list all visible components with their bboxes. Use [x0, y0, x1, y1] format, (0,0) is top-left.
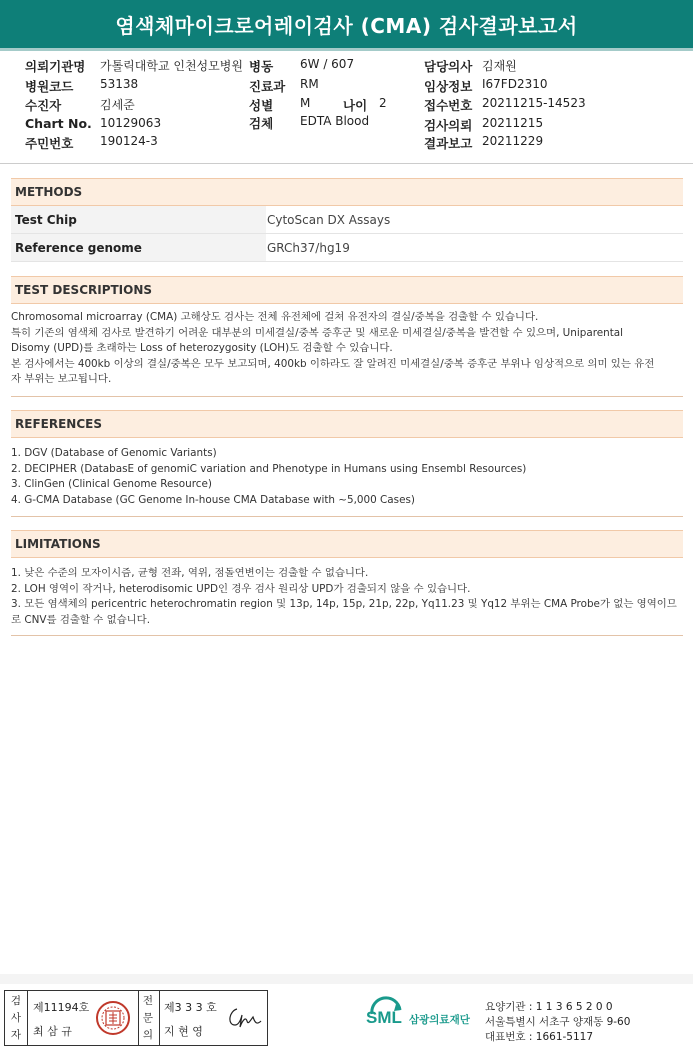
collector-value: 김세준 [100, 98, 135, 112]
limitation-item: 2. LOH 영역이 작거나, heterodisomic UPD인 경우 검사 원리상 UPD가 검출되지 않을 수 있습니다. [11, 582, 471, 595]
clinical-info-label: 임상정보 [424, 79, 473, 94]
reference-item: 4. G-CMA Database (GC Genome In-house CMA Database with ~5,000 Cases) [11, 493, 415, 506]
patient-info [0, 51, 693, 163]
sex-value: M [300, 96, 311, 110]
descriptions-heading: TEST DESCRIPTIONS [11, 276, 683, 304]
references-heading: REFERENCES [11, 410, 683, 438]
limitation-item: 로 CNV를 검출할 수 없습니다. [11, 613, 151, 626]
descriptions-text [11, 310, 683, 388]
org-phone: 대표번호 : 1661-5117 [485, 1031, 594, 1043]
age-value: 2 [379, 96, 387, 110]
institution-label: 의뢰기관명 [25, 59, 86, 74]
specialist-license: 제3 3 3 호 [164, 1001, 217, 1014]
collector-label: 수진자 [25, 98, 62, 113]
description-line: 본 검사에서는 400kb 이상의 결실/중복은 모두 보고되며, 400kb 이하라도 잘 알려진 미세결실/중복 증후군 부위나 임상적으로 의미 있는 유전 [11, 357, 655, 370]
methods-value: GRCh37/hg19 [267, 240, 350, 255]
specialist-name: 지 현 영 [164, 1025, 203, 1038]
age-label: 나이 [343, 98, 368, 113]
limitations-heading: LIMITATIONS [11, 530, 683, 558]
references-divider [11, 516, 683, 517]
dept-value: RM [300, 77, 319, 91]
examiner-license: 제11194호 [33, 1001, 90, 1014]
specimen-value: EDTA Blood [300, 114, 370, 128]
limitations-list [11, 566, 683, 628]
examiner-seal-icon [95, 1000, 131, 1036]
references-list [11, 446, 683, 508]
doctor-value: 김재원 [482, 59, 517, 73]
request-date-value: 20211215 [482, 116, 544, 130]
ward-value: 6W / 607 [300, 57, 355, 71]
reference-item: 3. ClinGen (Clinical Genome Resource) [11, 478, 212, 490]
org-code: 요양기관 : 1 1 3 6 5 2 0 0 [485, 1001, 613, 1013]
org-name: 삼광의료재단 [409, 1014, 470, 1026]
reference-item: 1. DGV (Database of Genomic Variants) [11, 447, 217, 459]
receipt-no-label: 접수번호 [424, 98, 473, 113]
org-address: 서울특별시 서초구 양재동 9-60 [485, 1016, 631, 1028]
examiner-label: 검 사 자 [10, 994, 22, 1041]
descriptions-divider [11, 396, 683, 397]
receipt-no-value: 20211215-14523 [482, 96, 586, 110]
methods-heading: METHODS [11, 178, 683, 206]
description-line: Disomy (UPD)를 초래하는 Loss of heterozygosity (LOH)도 검출할 수 있습니다. [11, 342, 393, 354]
doctor-label: 담당의사 [424, 59, 473, 74]
report-date-label: 결과보고 [424, 136, 473, 151]
methods-key: Reference genome [11, 234, 266, 261]
limitation-item: 3. 모든 염색체의 pericentric heterochromatin region 및 13p, 14p, 15p, 21p, 22p, Yq11.23 및 Yq12 부위는 CMA Probe가 없는 영역이므 [11, 598, 677, 610]
clinical-info-value: I67FD2310 [482, 77, 548, 91]
chart-no-value: 10129063 [100, 116, 162, 130]
signature-box [4, 990, 268, 1046]
sml-logo-text: SML [366, 1008, 402, 1027]
report-footer [0, 984, 693, 1055]
description-line: 특히 기존의 염색체 검사로 발견하기 어려운 대부분의 미세결실/중복 증후군 및 새로운 미세결실/중복을 발견할 수 있으며, Uniparental [11, 326, 624, 339]
limitation-item: 1. 낮은 수준의 모자이시즘, 균형 전좌, 역위, 점돌연변이는 검출할 수 없습니다. [11, 567, 369, 579]
signature-icon [225, 1003, 265, 1033]
methods-row-reference-genome [11, 234, 683, 262]
chart-no-label: Chart No. [25, 116, 92, 131]
institution-value: 가톨릭대학교 인천성모병원 [100, 59, 243, 73]
hospital-code-value: 53138 [100, 77, 139, 91]
specimen-label: 검체 [249, 116, 274, 131]
resident-no-value: 190124-3 [100, 134, 158, 148]
dept-label: 진료과 [249, 79, 286, 94]
description-line: 자 부위는 보고됩니다. [11, 373, 112, 385]
report-date-value: 20211229 [482, 134, 544, 148]
report-title: 염색체마이크로어레이검사 (CMA) 검사결과보고서 [0, 0, 693, 48]
methods-key: Test Chip [11, 206, 266, 233]
sex-label: 성별 [249, 98, 274, 113]
description-line: Chromosomal microarray (CMA) 고해상도 검사는 전체 유전체에 걸쳐 유전자의 결실/중복을 검출할 수 있습니다. [11, 311, 539, 323]
request-date-label: 검사의뢰 [424, 118, 473, 133]
limitations-divider [11, 635, 683, 636]
resident-no-label: 주민번호 [25, 136, 74, 151]
methods-value: CytoScan DX Assays [267, 212, 391, 227]
reference-item: 2. DECIPHER (DatabasE of genomiC variation and Phenotype in Humans using Ensembl Resources) [11, 462, 527, 475]
sml-logo [366, 996, 476, 1040]
examiner-name: 최 삼 규 [33, 1025, 72, 1038]
report-body [0, 164, 693, 974]
ward-label: 병동 [249, 59, 274, 74]
hospital-code-label: 병원코드 [25, 79, 74, 94]
specialist-label: 전 문 의 [142, 994, 154, 1041]
methods-row-test-chip [11, 206, 683, 234]
